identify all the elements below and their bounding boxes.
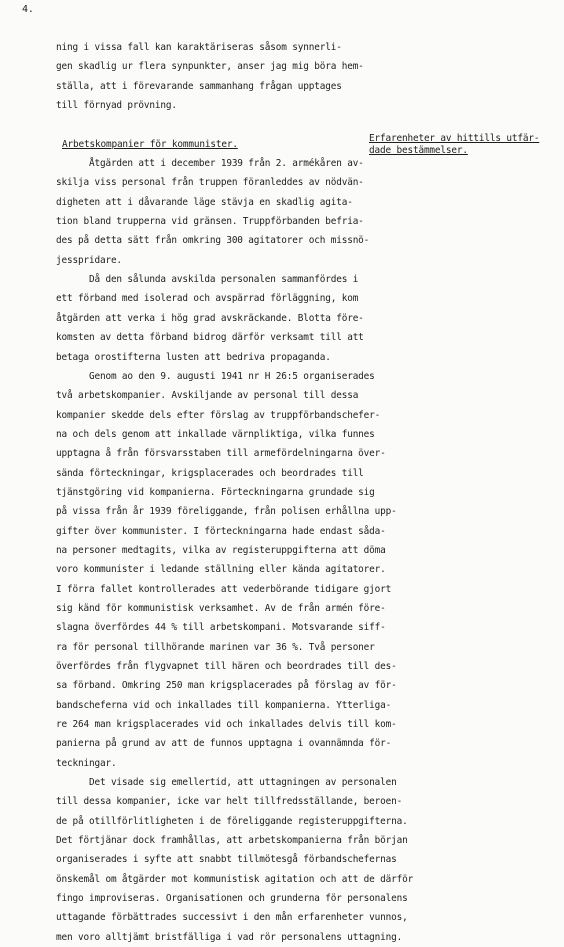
text-line: tjänstgöring vid kompanierna. Förteckningarna grundade sig bbox=[56, 486, 375, 498]
text-line: Det visade sig emellertid, att uttagningen av personalen bbox=[56, 777, 397, 789]
text-line: komsten av detta förband bidrog därför verksamt till att bbox=[56, 332, 364, 344]
text-line: de på otillförlitligheten i de föreliggande registeruppgifterna. bbox=[56, 815, 408, 827]
section-heading-text: Arbetskompanier för kommunister. bbox=[62, 138, 238, 150]
text-line: Då den sålunda avskilda personalen sammanfördes i bbox=[56, 274, 359, 286]
text-line: på vissa från år 1939 föreliggande, från polisen erhållna upp- bbox=[56, 506, 397, 518]
text-line: I förra fallet kontrollerades att vederbörande tidigare gjort bbox=[56, 583, 392, 595]
text-line: re 264 man krigsplacerades vid och inkallades delvis till kom- bbox=[56, 719, 397, 731]
text-line: na och dels genom att inkallade värnpliktiga, vilka funnes bbox=[56, 428, 375, 440]
margin-note bbox=[369, 133, 559, 157]
text-line: tion bland trupperna vid gränsen. Truppförbanden befria- bbox=[56, 216, 364, 228]
text-line: digheten att i dåvarande läge stävja en skadlig agita- bbox=[56, 196, 353, 208]
text-line: önskemål om åtgärder mot kommunistisk agitation och att de därför bbox=[56, 873, 414, 885]
text-line: men voro alltjämt bristfälliga i vad rör personalens uttagning. bbox=[56, 931, 403, 943]
text-line: fingo improviseras. Organisationen och grunderna för personalens bbox=[56, 893, 408, 905]
text-line: ra för personal tillhörande marinen var 36 %. Två personer bbox=[56, 641, 375, 653]
text-line: skilja viss personal från truppen föranleddes av nödvän- bbox=[56, 177, 364, 189]
text-line: upptagna å från försvarsstaben till armefördelningarna över- bbox=[56, 448, 386, 460]
text-line: sa förband. Omkring 250 man krigsplacerades på förslag av för- bbox=[56, 680, 397, 692]
text-line: teckningar. bbox=[56, 757, 117, 769]
text-line: organiserades i syfte att snabbt tillmötesgå förbandschefernas bbox=[56, 854, 397, 866]
page-number: 4. bbox=[22, 4, 34, 15]
text-line: sig känd för kommunistisk verksamhet. Av de från armén före- bbox=[56, 602, 386, 614]
text-line: uttagande förbättrades successivt i den mån erfarenheter vunnos, bbox=[56, 912, 408, 924]
text-line: Det förtjänar dock framhållas, att arbetskompanierna från början bbox=[56, 835, 408, 847]
text-line: des på detta sätt från omkring 300 agitatorer och missnö- bbox=[56, 235, 370, 247]
text-line: na personer medtagits, vilka av registeruppgifterna att döma bbox=[56, 544, 386, 556]
text-line: betaga orostifterna lusten att bedriva propaganda. bbox=[56, 351, 331, 363]
text-line: överfördes från flygvapnet till hären och beordrades till des- bbox=[56, 661, 397, 672]
text-line: sända förteckningar, krigsplacerades och beordrades till bbox=[56, 467, 364, 479]
margin-note-line: Erfarenheter av hittills utfär- bbox=[369, 133, 540, 144]
text-line: Åtgärden att i december 1939 från 2. armékåren av- bbox=[56, 158, 364, 170]
text-line: bandscheferna vid och inkallades till kompanierna. Ytterliga- bbox=[56, 699, 392, 711]
text-line: till förnyad prövning. bbox=[56, 100, 177, 112]
text-line: Genom ao den 9. augusti 1941 nr H 26:5 organiserades bbox=[56, 370, 375, 382]
text-line: panierna på grund av att de funnos upptagna i ovannämnda för- bbox=[56, 738, 392, 750]
text-line: voro kommunister i ledande ställning eller kända agitatorer. bbox=[56, 564, 386, 576]
text-line: ett förband med isolerad och avspärrad förläggning, kom bbox=[56, 293, 359, 305]
main-text bbox=[56, 38, 414, 947]
margin-note-line: dade bestämmelser. bbox=[369, 145, 468, 156]
section-heading bbox=[56, 135, 366, 154]
text-line: gen skadlig ur flera synpunkter, anser jag mig böra hem- bbox=[56, 61, 364, 73]
text-line: gifter över kommunister. I förteckningarna hade endast såda- bbox=[56, 525, 386, 537]
blank-line bbox=[56, 115, 366, 134]
text-line: kompanier skedde dels efter förslag av truppförbandschefer- bbox=[56, 409, 381, 421]
text-line: jesspridare. bbox=[56, 254, 122, 266]
text-line: åtgärden att verka i hög grad avskräckande. Blotta före- bbox=[56, 312, 364, 324]
text-line: två arbetskompanier. Avskiljande av personal till dessa bbox=[56, 390, 359, 402]
text-line: slagna överfördes 44 % till arbetskompani. Motsvarande siff- bbox=[56, 622, 386, 634]
text-line: ning i vissa fall kan karaktäriseras såsom synnerli- bbox=[56, 42, 342, 53]
text-line: till dessa kompanier, icke var helt tillfredsställande, beroen- bbox=[56, 796, 403, 808]
text-line: ställa, att i förevarande sammanhang frågan upptages bbox=[56, 80, 342, 92]
